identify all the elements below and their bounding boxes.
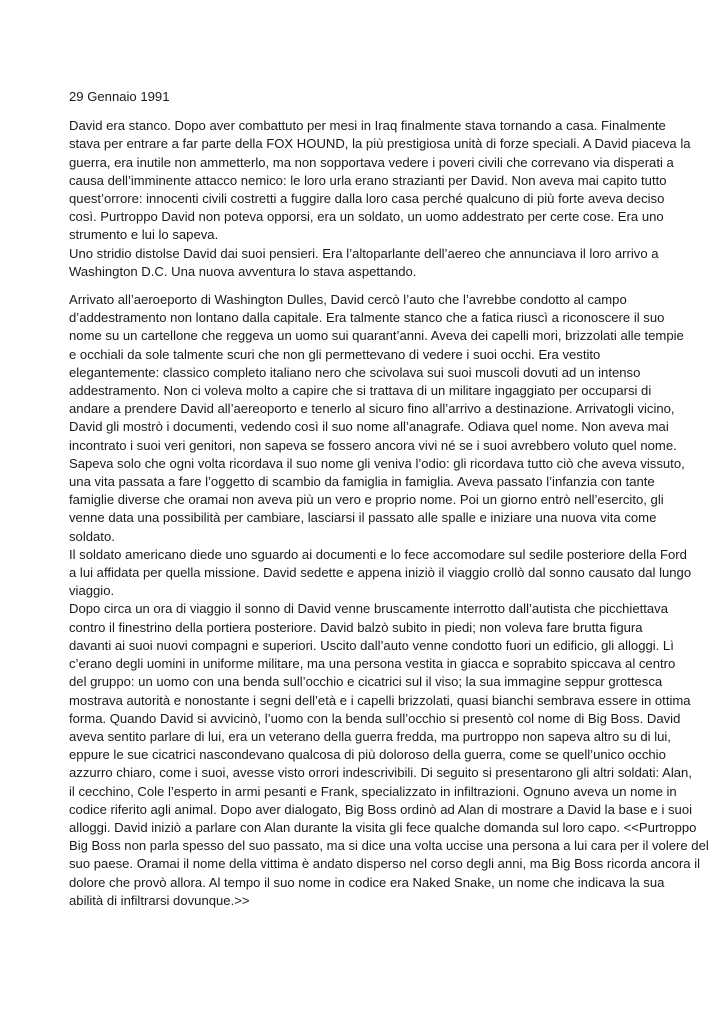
text-line: del gruppo: un uomo con una benda sull’occhio e cicatrici sul il viso; la sua immagine seppur grottesca [69, 674, 663, 690]
text-line: Arrivato all’aeroeporto di Washington Dulles, David cercò l’auto che l’avrebbe condotto al campo [69, 292, 627, 308]
text-line: andare a prendere David all’aereoporto e tenerlo al sicuro fino all’arrivo a destinazione. Arrivatogli vicino, [69, 401, 675, 417]
text-line: stava per entrare a far parte della FOX HOUND, la più prestigiosa unità di forze speciali. A David piaceva la [69, 136, 691, 152]
text-line: a lui affidata per quella missione. David sedette e appena iniziò il viaggio crollò dal sonno causato dal lungo [69, 565, 692, 581]
text-line: abilità di infiltrarsi dovunque.>> [69, 892, 250, 908]
text-line: eppure le sue cicatrici nascondevano qualcosa di più doloroso della guerra, come se quell’unico occhio [69, 747, 666, 763]
text-line: Sapeva solo che ogni volta ricordava il suo nome gli veniva l’odio: gli ricordava tutto ciò che aveva vissuto, [69, 455, 685, 471]
text-line: elegantemente: classico completo italiano nero che scivolava sui suoi muscoli dovuti ad un intenso [69, 364, 641, 380]
text-line: quest’orrore: innocenti civili costretti a fuggire dalla loro casa perché qualcuno di più forte aveva deciso [69, 191, 665, 207]
text-line: c’erano degli uomini in uniforme militare, ma una persona vestita in giacca e soprabito spiccava al centro [69, 656, 676, 672]
text-line: Il soldato americano diede uno sguardo ai documenti e lo fece accomodare sul sedile posteriore della Ford [69, 546, 687, 562]
text-line: strumento e lui lo sapeva. [69, 227, 219, 243]
text-line: suo paese. Oramai il nome della vittima è andato disperso nel corso degli anni, ma Big Boss ricorda ancora il [69, 856, 701, 872]
text-line: davanti ai suoi nuovi compagni e superiori. Uscito dall’auto venne condotto fuori un edificio, gli alloggi. Lì [69, 637, 674, 653]
text-line: alloggi. David iniziò a parlare con Alan durante la visita gli fece qualche domanda sul loro capo. <<Purtroppo [69, 819, 697, 835]
text-line: mostrava autorità e nonostante i segni dell’età e i capelli brizzolati, quasi bianchi sembrava essere in ottima [69, 692, 691, 708]
text-line: guerra, era inutile non ammetterlo, ma non sopportava vedere i poveri civili che correvano via disperati a [69, 154, 674, 170]
paragraph [69, 117, 691, 281]
text-line: dolore che provò allora. Al tempo il suo nome in codice era Naked Snake, un nome che indicava la sua [69, 874, 665, 890]
text-line: famiglie diverse che oramai non aveva più un vero e proprio nome. Poi un giorno entrò nell’esercito, gli [69, 492, 664, 508]
text-line: addestramento. Non ci voleva molto a capire che si trattava di un militare ingaggiato per occuparsi di [69, 383, 652, 399]
text-line: d’addestramento non lontano dalla capitale. Era talmente stanco che a fatica riuscì a riconoscere il suo [69, 310, 665, 326]
text-line: nome su un cartellone che reggeva un uomo sui quarant’anni. Aveva dei capelli mori, brizzolati alle tempie [69, 328, 684, 344]
text-line: viaggio. [69, 583, 115, 599]
text-line: e occhiali da sole talmente scuri che non gli permettevano di vedere i suoi occhi. Era vestito [69, 346, 601, 362]
document-date: 29 Gennaio 1991 [69, 89, 170, 104]
text-line: così. Purtroppo David non poteva opporsi, era un soldato, un uomo addestrato per certe cose. Era uno [69, 209, 664, 225]
text-line: codice riferito agli animal. Dopo aver dialogato, Big Boss ordinò ad Alan di mostrare a David la base e i suoi [69, 801, 693, 817]
text-line: venne data una possibilità per cambiare, lasciarsi il passato alle spalle e iniziare una nuova vita come [69, 510, 657, 526]
text-line: aveva sentito parlare di lui, era un veterano della guerra fredda, ma purtroppo non sapeva altro su di lui, [69, 728, 671, 744]
text-line: David era stanco. Dopo aver combattuto per mesi in Iraq finalmente stava tornando a casa. Finalmente [69, 118, 666, 134]
text-line: soldato. [69, 528, 115, 544]
text-line: Washington D.C. Una nuova avventura lo stava aspettando. [69, 263, 417, 279]
text-line: il cecchino, Cole l’esperto in armi pesanti e Frank, specializzato in infiltrazioni. Ognuno aveva un nome in [69, 783, 677, 799]
text-line: forma. Quando David si avvicinò, l’uomo con la benda sull’occhio si presentò col nome di Big Boss. David [69, 710, 681, 726]
text-line: David gli mostrò i documenti, vedendo così il suo nome all’anagrafe. Odiava quel nome. Non aveva mai [69, 419, 669, 435]
text-line: Dopo circa un ora di viaggio il sonno di David venne bruscamente interrotto dall’autista che picchiettava [69, 601, 669, 617]
text-line: azzurro chiaro, come i suoi, avesse visto orrori indescrivibili. Di seguito si presentarono gli altri soldati: Alan, [69, 765, 692, 781]
paragraph [69, 291, 709, 910]
text-line: contro il finestrino della portiera posteriore. David balzò subito in piedi; non voleva fare brutta figura [69, 619, 643, 635]
text-line: causa dell’imminente attacco nemico: le loro urla erano strazianti per David. Non aveva mai capito tutto [69, 172, 667, 188]
text-line: una vita passata a fare l’oggetto di scambio da famiglia in famiglia. Aveva passato l’infanzia con tante [69, 474, 655, 490]
text-line: incontrato i suoi veri genitori, non sapeva se fossero ancora vivi né se i suoi avrebbero voluto quel nome. [69, 437, 677, 453]
text-line: Big Boss non parla spesso del suo passato, ma si dice una volta uccise una persona a lui cara per il volere del [69, 838, 709, 854]
text-line: Uno stridio distolse David dai suoi pensieri. Era l’altoparlante dell’aereo che annunciava il loro arrivo a [69, 245, 659, 261]
document-body [69, 117, 709, 910]
